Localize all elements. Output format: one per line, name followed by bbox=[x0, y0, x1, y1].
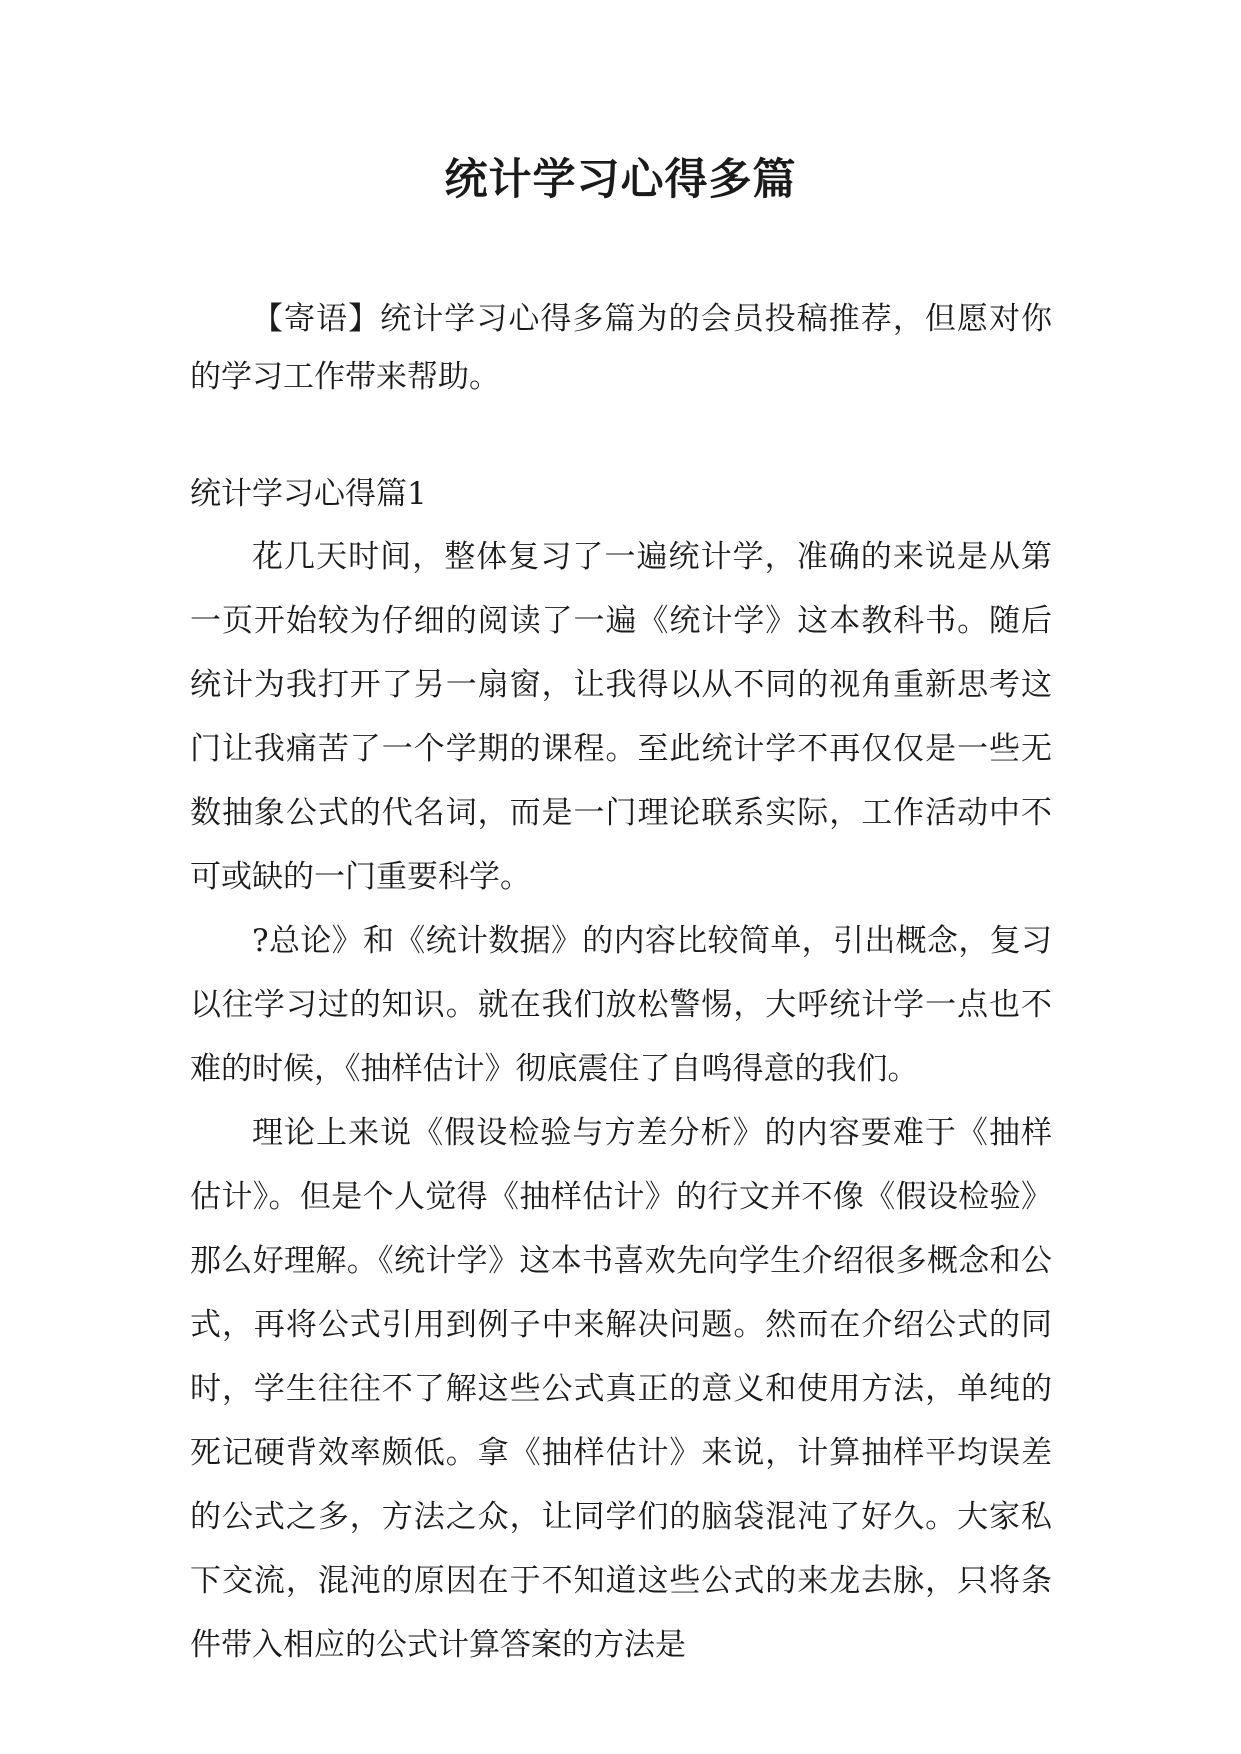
intro-paragraph: 【寄语】统计学习心得多篇为的会员投稿推荐，但愿对你的学习工作带来帮助。 bbox=[190, 301, 1052, 395]
section-body bbox=[190, 525, 1052, 1677]
section-heading: 统计学习心得篇1 bbox=[190, 476, 427, 512]
body-paragraph: 理论上来说《假设检验与方差分析》的内容要难于《抽样估计》。但是个人觉得《抽样估计》的行文并不像《假设检验》那么好理解。《统计学》这本书喜欢先向学生介绍很多概念和公式，再将公式引用到例子中来解决问题。然而在介绍公式的同时，学生往往不了解这些公式真正的意义和使用方法，单纯的死记硬背效率颇低。拿《抽样估计》来说，计算抽样平均误差的公式之多，方法之众，让同学们的脑袋混沌了好久。大家私下交流，混沌的原因在于不知道这些公式的来龙去脉，只将条件带入相应的公式计算答案的方法是 bbox=[190, 1115, 1052, 1663]
document-title: 统计学习心得多篇 bbox=[444, 155, 797, 205]
body-paragraph: 花几天时间，整体复习了一遍统计学，准确的来说是从第一页开始较为仔细的阅读了一遍《统计学》这本教科书。随后统计为我打开了另一扇窗，让我得以从不同的视角重新思考这门让我痛苦了一个学期的课程。至此统计学不再仅仅是一些无数抽象公式的代名词，而是一门理论联系实际，工作活动中不可或缺的一门重要科学。 bbox=[190, 539, 1052, 895]
body-paragraph: ?总论》和《统计数据》的内容比较简单，引出概念，复习以往学习过的知识。就在我们放松警惕，大呼统计学一点也不难的时候，《抽样估计》彻底震住了自鸣得意的我们。 bbox=[190, 923, 1052, 1087]
